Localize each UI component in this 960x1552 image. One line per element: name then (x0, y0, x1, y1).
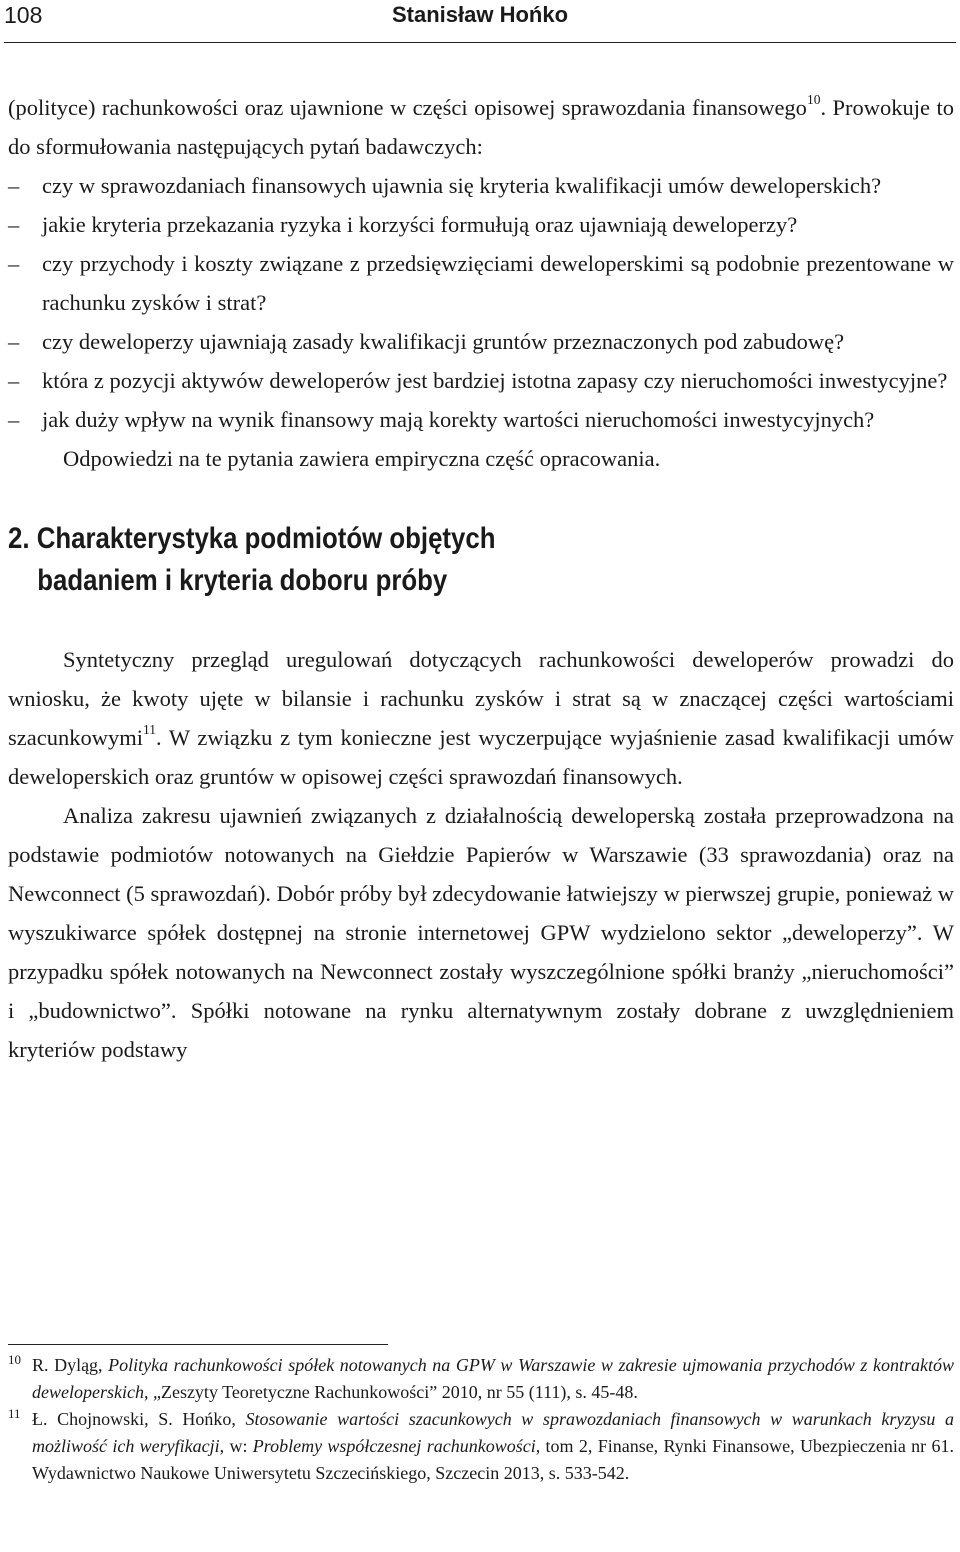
paragraph-1-text-continued: . W związku z tym konieczne jest wyczerpujące wyjaśnienie zasad kwalifikacji umów deweloperskich oraz gruntów w opisowej części sprawozdań finansowych. (8, 725, 954, 789)
footnote-separator (8, 1344, 388, 1345)
dash-icon: – (8, 368, 20, 393)
footnote-text: R. Dyląg, (32, 1355, 109, 1375)
footnote-10 (8, 1352, 954, 1406)
paragraph-1-text: Syntetyczny przegląd uregulowań dotyczących rachunkowości deweloperów prowadzi do wniosku, że kwoty ujęte w bilansie i rachunku zysków i strat są w znaczącej części wartościami szacunkowymi (8, 647, 954, 750)
page-number: 108 (4, 2, 43, 28)
dash-icon: – (8, 329, 20, 354)
footnote-number: 11 (8, 1406, 21, 1421)
footnote-11 (8, 1406, 954, 1487)
question-item (8, 361, 954, 400)
header-rule (4, 42, 956, 43)
footnote-text: , tom 2, Finanse, Rynki Finansowe, Ubezpieczenia nr 61. Wydawnictwo Naukowe Uniwersytetu Szczecińskiego, Szczecin 2013, s. 533-542. (32, 1436, 955, 1483)
section-heading (8, 518, 954, 602)
question-text: czy przychody i koszty związane z przedsięwzięciami deweloperskimi są podobnie prezentowane w rachunku zysków i strat? (42, 251, 954, 315)
intro-text-continued: . Prowokuje to do sformułowania następujących pytań badawczych: (8, 95, 954, 159)
footnote-text: Ł. Chojnowski, S. Hońko, (32, 1409, 246, 1429)
footnote-text: , w: (219, 1436, 253, 1456)
page-header (0, 0, 960, 46)
question-text: która z pozycji aktywów deweloperów jest bardziej istotna zapasy czy nieruchomości inwestycyjne? (42, 368, 948, 393)
footnote-title: Polityka rachunkowości spółek notowanych na GPW w Warszawie w zakresie ujmowania przychodów z kontraktów deweloperskich (32, 1355, 954, 1402)
footnote-ref-11[interactable]: 11 (142, 722, 156, 738)
footnote-title: Stosowanie wartości szacunkowych w sprawozdaniach finansowych w warunkach kryzysu a możliwość ich weryfikacji (32, 1409, 954, 1456)
section-number: 2. (8, 522, 30, 555)
footnotes (8, 1352, 954, 1487)
question-item (8, 166, 954, 205)
dash-icon: – (8, 212, 20, 237)
question-text: jakie kryteria przekazania ryzyka i korzyści formułują oraz ujawniają deweloperzy? (42, 212, 798, 237)
intro-paragraph (8, 88, 954, 166)
dash-icon: – (8, 407, 20, 432)
paragraph-2: Analiza zakresu ujawnień związanych z działalnością deweloperską została przeprowadzona na podstawie podmiotów notowanych na Giełdzie Papierów w Warszawie (33 sprawozdania) oraz na Newconnect (5 sprawozdań). Dobór próby był zdecydowanie łatwiejszy w pierwszej grupie, ponieważ w wyszukiwarce spółek dostępnej na stronie internetowej GPW wydzielono sektor „deweloperzy”. W przypadku spółek notowanych na Newconnect zostały wyszczególnione spółki branży „nieruchomości” i „budownictwo”. Spółki notowane na rynku alternatywnym zostały dobrane z uwzględnieniem kryteriów podstawy (8, 803, 954, 1062)
intro-text: (polityce) rachunkowości oraz ujawnione w części opisowej sprawozdania finansowego (8, 95, 807, 120)
question-item (8, 244, 954, 322)
section-title-line1: Charakterystyka podmiotów objętych (36, 522, 496, 555)
dash-icon: – (8, 251, 20, 276)
section-title-line2: badaniem i kryteria doboru próby (37, 564, 448, 597)
question-item (8, 400, 954, 439)
dash-icon: – (8, 173, 20, 198)
running-head-author: Stanisław Hońko (391, 2, 569, 27)
footnote-text: , „Zeszyty Teoretyczne Rachunkowości” 2010, nr 55 (111), s. 45-48. (143, 1382, 638, 1402)
footnote-number: 10 (8, 1352, 21, 1367)
paragraph-1 (8, 640, 954, 796)
question-text: czy w sprawozdaniach finansowych ujawnia się kryteria kwalifikacji umów deweloperskich? (42, 173, 882, 198)
question-text: jak duży wpływ na wynik finansowy mają korekty wartości nieruchomości inwestycyjnych? (42, 407, 875, 432)
footnote-title: Problemy współczesnej rachunkowości (252, 1436, 536, 1456)
main-text (8, 88, 954, 1069)
question-item (8, 205, 954, 244)
question-text: czy deweloperzy ujawniają zasady kwalifikacji gruntów przeznaczonych pod zabudowę? (42, 329, 845, 354)
research-questions (8, 166, 954, 439)
question-item (8, 322, 954, 361)
footnote-ref-10[interactable]: 10 (806, 92, 821, 108)
answer-line: Odpowiedzi na te pytania zawiera empiryczna część opracowania. (63, 446, 661, 471)
